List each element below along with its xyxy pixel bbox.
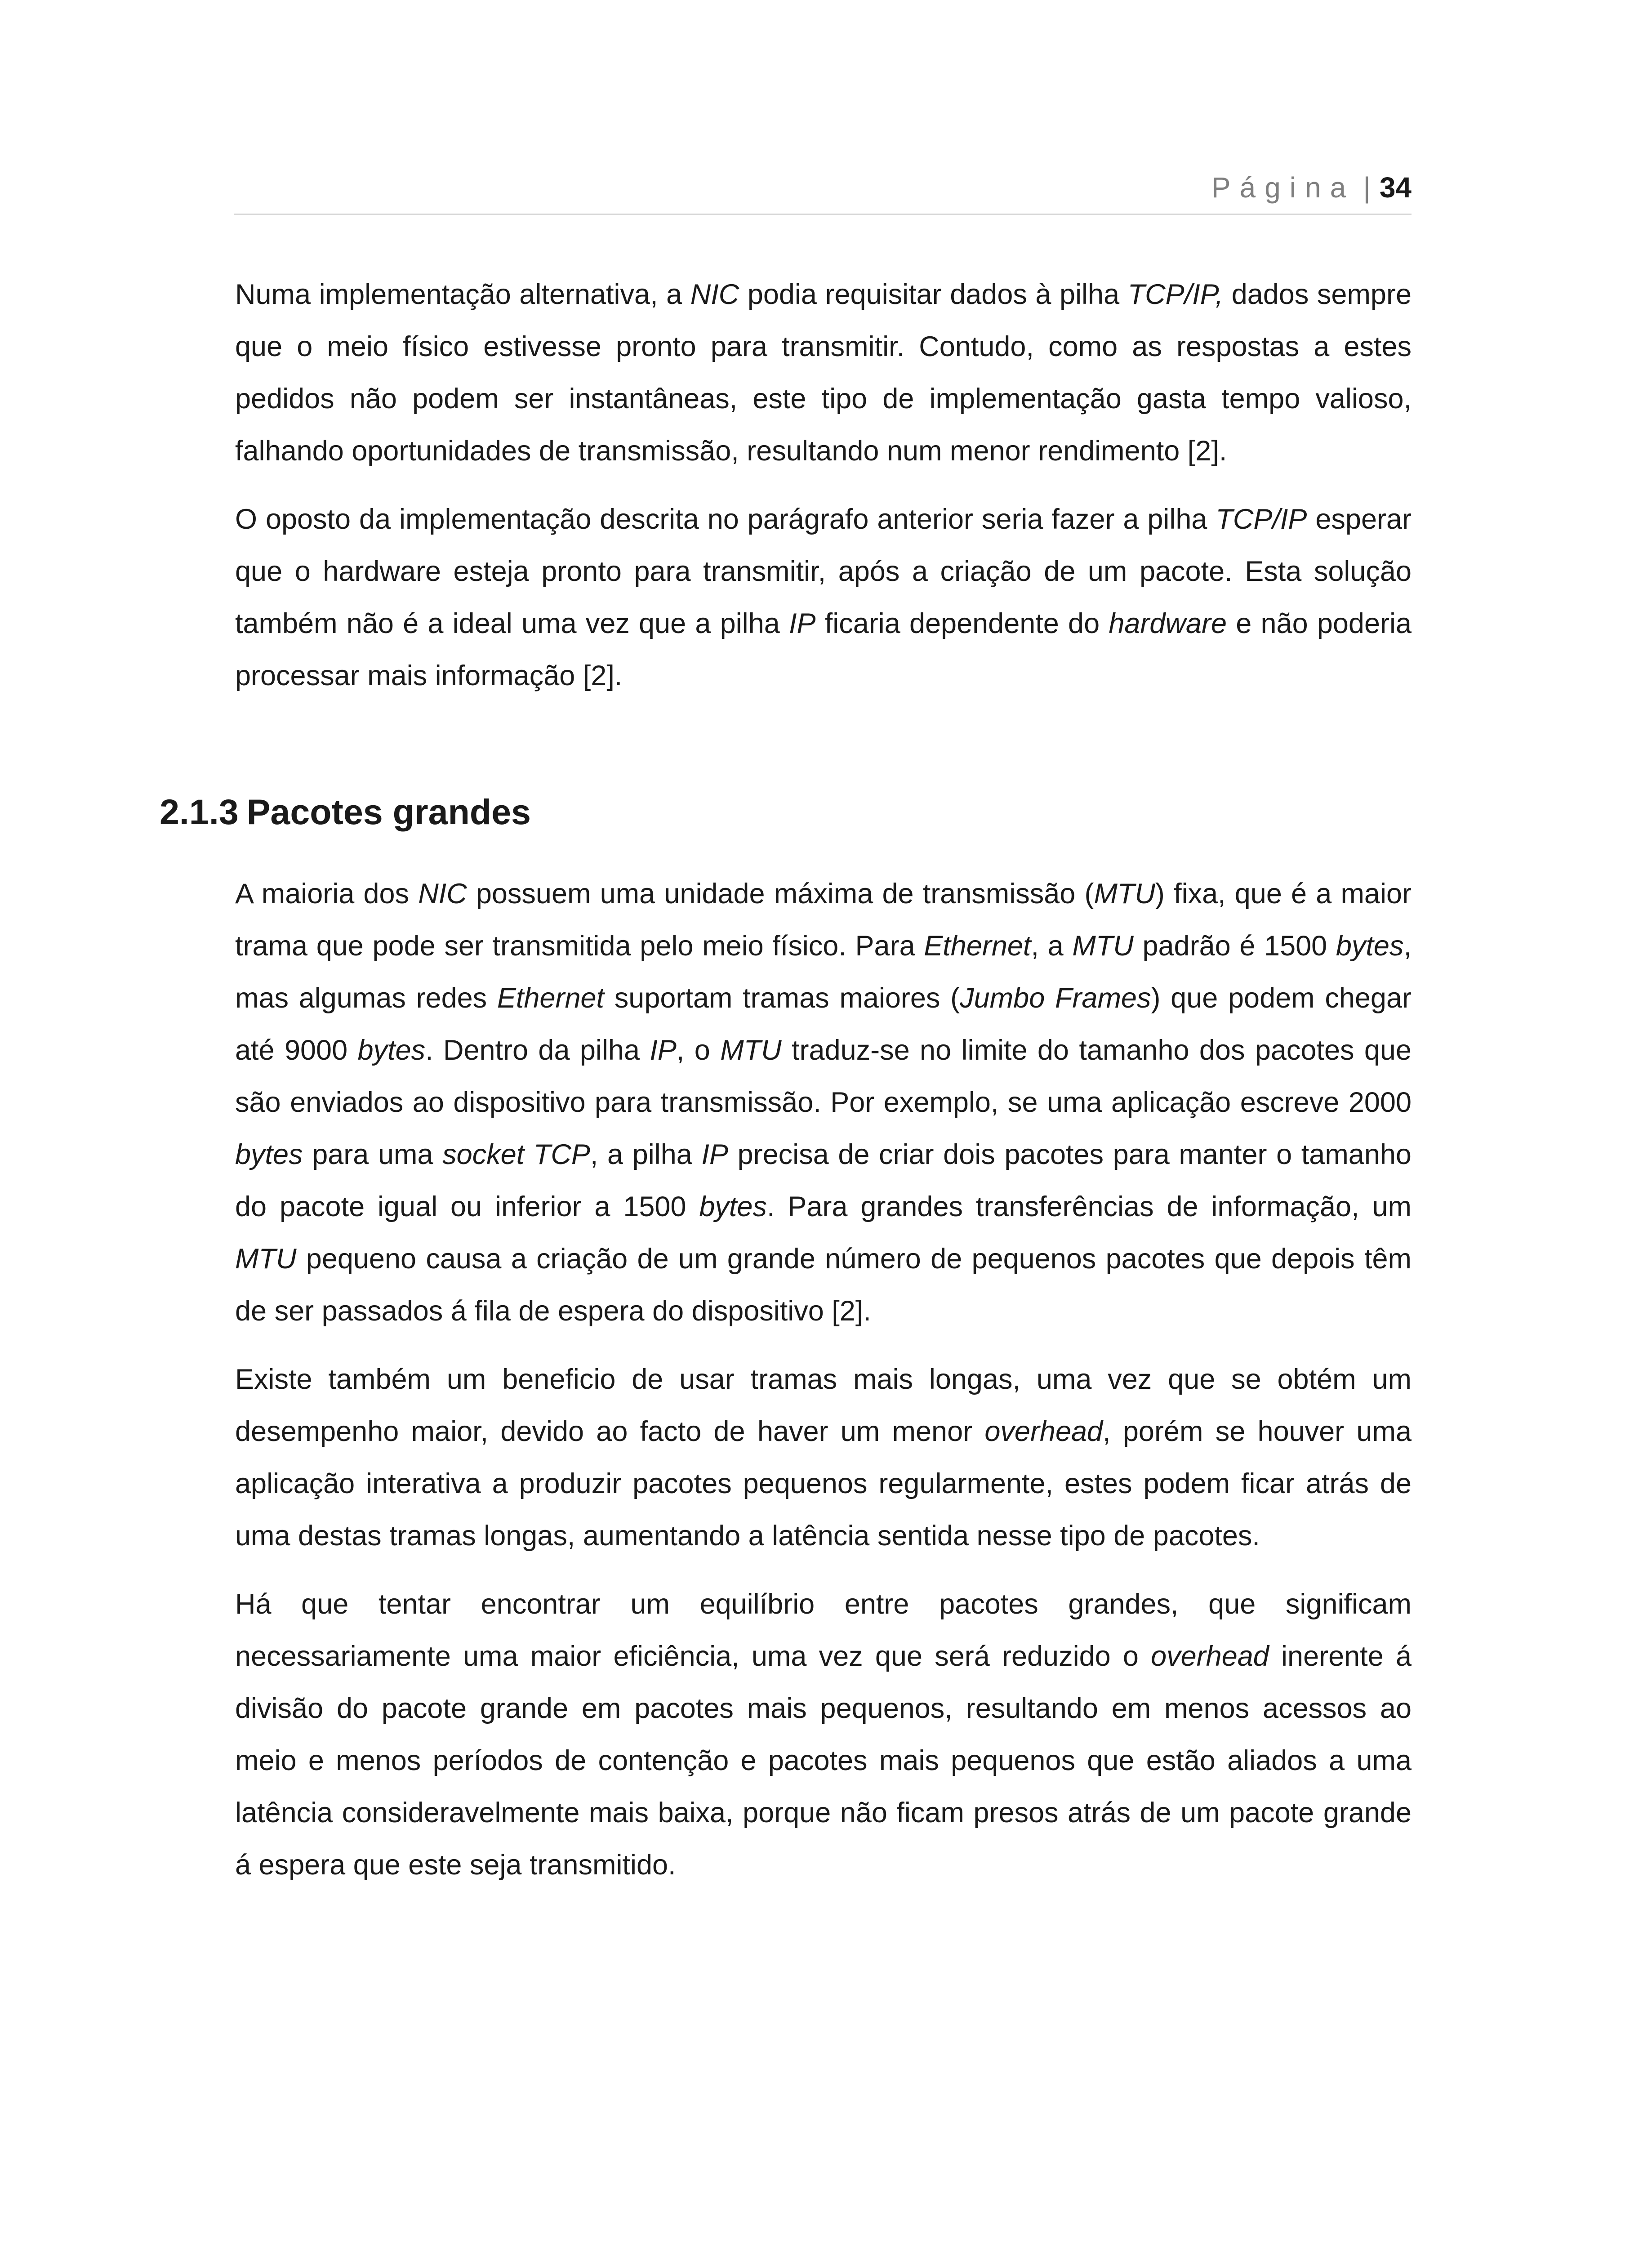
italic-term: Ethernet	[497, 982, 605, 1014]
text-run: . Dentro da pilha	[425, 1035, 650, 1066]
body-text-before-section	[235, 268, 1412, 718]
section-number: 2.1.3	[160, 792, 239, 832]
italic-term: hardware	[1109, 608, 1227, 639]
italic-term: TCP/IP,	[1127, 279, 1224, 310]
paragraph	[235, 268, 1412, 477]
text-run: , a	[1031, 930, 1073, 962]
italic-term: NIC	[690, 279, 739, 310]
italic-term: Jumbo Frames	[960, 982, 1151, 1014]
paragraph	[235, 493, 1412, 702]
italic-term: IP	[701, 1139, 728, 1170]
italic-term: MTU	[1072, 930, 1134, 962]
section-heading	[160, 791, 531, 833]
italic-term: NIC	[418, 878, 467, 910]
italic-term: overhead	[1151, 1641, 1269, 1672]
text-run: inerente á divisão do pacote grande em pacotes mais pequenos, resultando em menos acessos ao meio e menos períodos de contenção e pacotes mais pequenos que estão aliados a uma latência consideravelmente mais baixa, porque não ficam presos atrás de um pacote grande á espera que este seja transmitido.	[235, 1641, 1412, 1881]
italic-term: MTU	[720, 1035, 782, 1066]
italic-term: bytes	[235, 1139, 303, 1170]
text-run: ) fixa, que é a maior trama que pode ser transmitida pelo meio físico. Para	[235, 878, 1412, 962]
italic-term: socket TCP	[442, 1139, 590, 1170]
italic-term: TCP/IP	[1216, 504, 1307, 535]
section-title: Pacotes grandes	[246, 792, 531, 832]
text-run: , mas algumas redes	[235, 930, 1412, 1014]
text-run: esperar que o hardware esteja pronto para transmitir, após a criação de um pacote. Esta solução também não é a ideal uma vez que a pilha	[235, 504, 1412, 639]
italic-term: MTU	[235, 1243, 297, 1275]
italic-term: IP	[650, 1035, 677, 1066]
text-run: suportam tramas maiores (	[604, 982, 960, 1014]
text-run: dados sempre que o meio físico estivesse pronto para transmitir. Contudo, como as respostas a estes pedidos não podem ser instantâneas, este tipo de implementação gasta tempo valioso, falhando oportunidades de transmissão, resultando num menor rendimento [2].	[235, 279, 1412, 467]
text-run: possuem uma unidade máxima de transmissão (	[467, 878, 1094, 910]
page-label: Página	[1211, 171, 1355, 204]
text-run: Existe também um beneficio de usar tramas mais longas, uma vez que se obtém um desempenho maior, devido ao facto de haver um menor	[235, 1364, 1412, 1447]
text-run: ) que podem chegar até 9000	[235, 982, 1412, 1066]
text-run: , porém se houver uma aplicação interativa a produzir pacotes pequenos regularmente, estes podem ficar atrás de uma destas tramas longas, aumentando a latência sentida nesse tipo de pacotes.	[235, 1416, 1412, 1552]
text-run: traduz-se no limite do tamanho dos pacotes que são enviados ao dispositivo para transmissão. Por exemplo, se uma aplicação escreve 2000	[235, 1035, 1412, 1118]
text-run: Numa implementação alternativa, a	[235, 279, 690, 310]
italic-term: bytes	[1336, 930, 1404, 962]
body-text-section	[235, 868, 1412, 1907]
paragraph	[235, 868, 1412, 1337]
text-run: podia requisitar dados à pilha	[739, 279, 1128, 310]
text-run: ficaria dependente do	[815, 608, 1109, 639]
italic-term: Ethernet	[924, 930, 1031, 962]
text-run: . Para grandes transferências de informação, um	[766, 1191, 1412, 1222]
text-run: , a pilha	[590, 1139, 702, 1170]
italic-term: overhead	[984, 1416, 1103, 1447]
text-run: padrão é 1500	[1133, 930, 1336, 962]
italic-term: bytes	[357, 1035, 426, 1066]
page-number: 34	[1379, 171, 1412, 204]
text-run: para uma	[303, 1139, 443, 1170]
italic-term: IP	[788, 608, 816, 639]
page-header	[234, 171, 1412, 215]
text-run: e não poderia processar mais informação [2].	[235, 608, 1412, 691]
paragraph	[235, 1578, 1412, 1891]
text-run: A maioria dos	[235, 878, 419, 910]
text-run: pequeno causa a criação de um grande número de pequenos pacotes que depois têm de ser passados á fila de espera do dispositivo [2].	[235, 1243, 1412, 1327]
text-run: O oposto da implementação descrita no parágrafo anterior seria fazer a pilha	[235, 504, 1216, 535]
header-separator: |	[1363, 171, 1371, 204]
paragraph	[235, 1353, 1412, 1562]
italic-term: bytes	[699, 1191, 767, 1222]
italic-term: MTU	[1094, 878, 1155, 910]
text-run: Há que tentar encontrar um equilíbrio entre pacotes grandes, que significam necessariamente uma maior eficiência, uma vez que será reduzido o	[235, 1588, 1412, 1672]
text-run: , o	[676, 1035, 721, 1066]
text-run: precisa de criar dois pacotes para manter o tamanho do pacote igual ou inferior a 1500	[235, 1139, 1412, 1222]
